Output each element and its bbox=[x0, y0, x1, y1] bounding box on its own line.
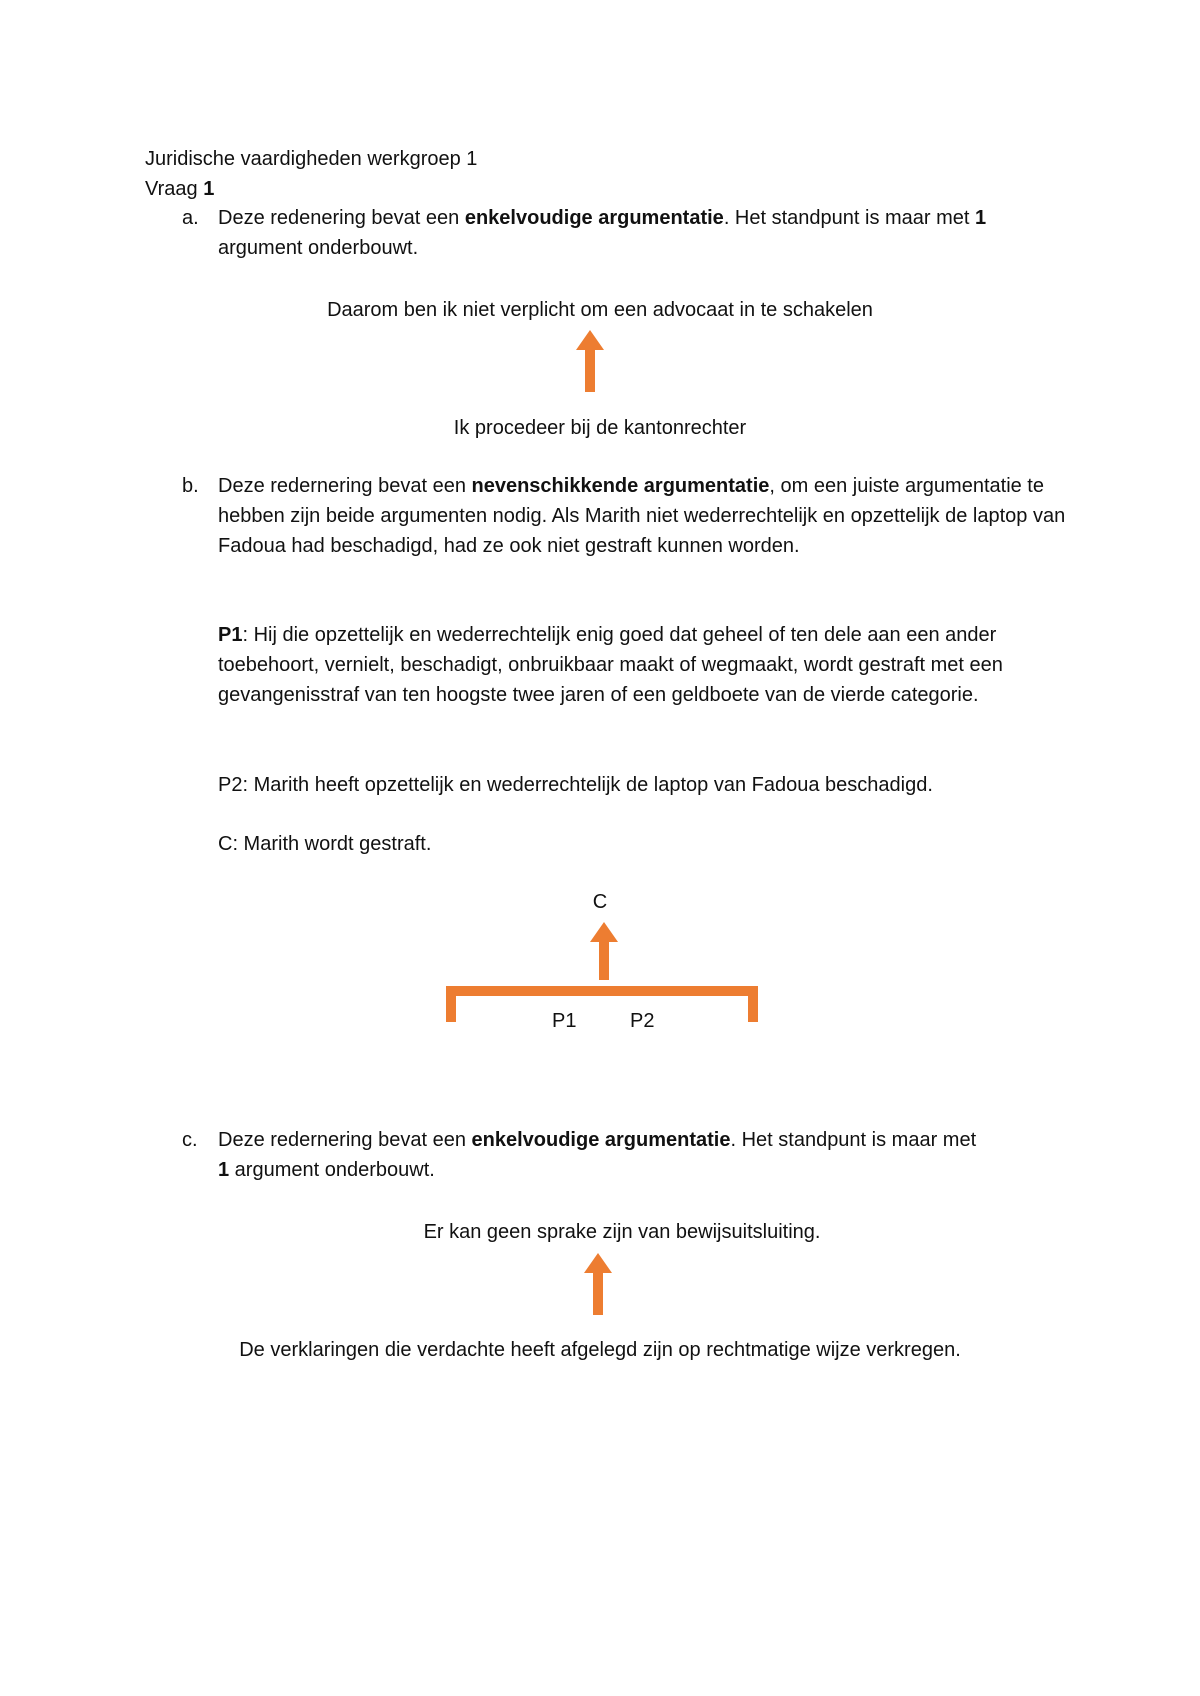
document-title: Juridische vaardigheden werkgroep 1 bbox=[145, 148, 478, 170]
question-number: 1 bbox=[203, 178, 215, 200]
item-c-line2: argument onderbouwt. bbox=[229, 1159, 435, 1181]
item-a-bold: enkelvoudige argumentatie bbox=[464, 207, 724, 229]
diagram-p2-label: P2 bbox=[630, 1010, 655, 1032]
item-c-number: 1 bbox=[218, 1159, 230, 1181]
item-c-argument: De verklaringen die verdachte heeft afgelegd zijn op rechtmatige wijze verkregen. bbox=[239, 1339, 961, 1361]
item-b-bold: nevenschikkende argumentatie bbox=[471, 475, 770, 497]
question-prefix: Vraag bbox=[145, 178, 204, 200]
up-arrow-icon bbox=[576, 330, 604, 392]
question-heading bbox=[145, 174, 214, 204]
item-c-marker: c. bbox=[182, 1129, 198, 1151]
item-c-standpoint: Er kan geen sprake zijn van bewijsuitsluiting. bbox=[423, 1221, 821, 1243]
premise-p1-label: P1 bbox=[218, 624, 243, 646]
item-a-marker: a. bbox=[182, 207, 199, 229]
up-arrow-icon bbox=[590, 922, 618, 980]
diagram-p1-label: P1 bbox=[552, 1010, 577, 1032]
item-a-text-after: . Het standpunt is maar met bbox=[723, 207, 976, 229]
item-a-number: 1 bbox=[975, 207, 987, 229]
premise-p1-text: : Hij die opzettelijk en wederrechtelijk enig goed dat geheel of ten dele aan een ander toebehoort, vernielt, beschadigt, onbruikbaar maakt of wegmaakt, wordt gestraft met een gevangenisstraf van ten hoogste twee jaren of een geldboete van de vierde categorie. bbox=[218, 624, 1003, 706]
item-c-text: Deze redernering bevat een bbox=[218, 1129, 472, 1151]
item-c-bold: enkelvoudige argumentatie bbox=[471, 1129, 731, 1151]
item-a-standpoint: Daarom ben ik niet verplicht om een advocaat in te schakelen bbox=[327, 299, 873, 321]
bracket-icon bbox=[446, 986, 758, 1022]
up-arrow-icon bbox=[584, 1253, 612, 1315]
item-b-text-after: , om een juiste argumentatie te hebben zijn beide argumenten nodig. Als Marith niet wederrechtelijk en opzettelijk de laptop van Fadoua had beschadigd, had ze ook niet gestraft kunnen worden. bbox=[218, 475, 1066, 557]
item-c-paragraph bbox=[218, 1125, 1068, 1185]
premise-p1 bbox=[218, 620, 1068, 710]
item-a-argument: Ik procedeer bij de kantonrechter bbox=[453, 417, 747, 439]
item-a-line2: argument onderbouwt. bbox=[218, 237, 419, 259]
item-b-text: Deze redernering bevat een bbox=[218, 475, 472, 497]
diagram-conclusion-label: C bbox=[592, 891, 608, 913]
item-c-text-after: . Het standpunt is maar met bbox=[730, 1129, 977, 1151]
item-b-marker: b. bbox=[182, 475, 199, 497]
conclusion-c: C: Marith wordt gestraft. bbox=[218, 833, 432, 855]
item-a-paragraph bbox=[218, 203, 1068, 263]
item-a-text: Deze redenering bevat een bbox=[218, 207, 465, 229]
premise-p2: P2: Marith heeft opzettelijk en wederrechtelijk de laptop van Fadoua beschadigd. bbox=[218, 774, 933, 796]
item-b-paragraph bbox=[218, 471, 1068, 561]
